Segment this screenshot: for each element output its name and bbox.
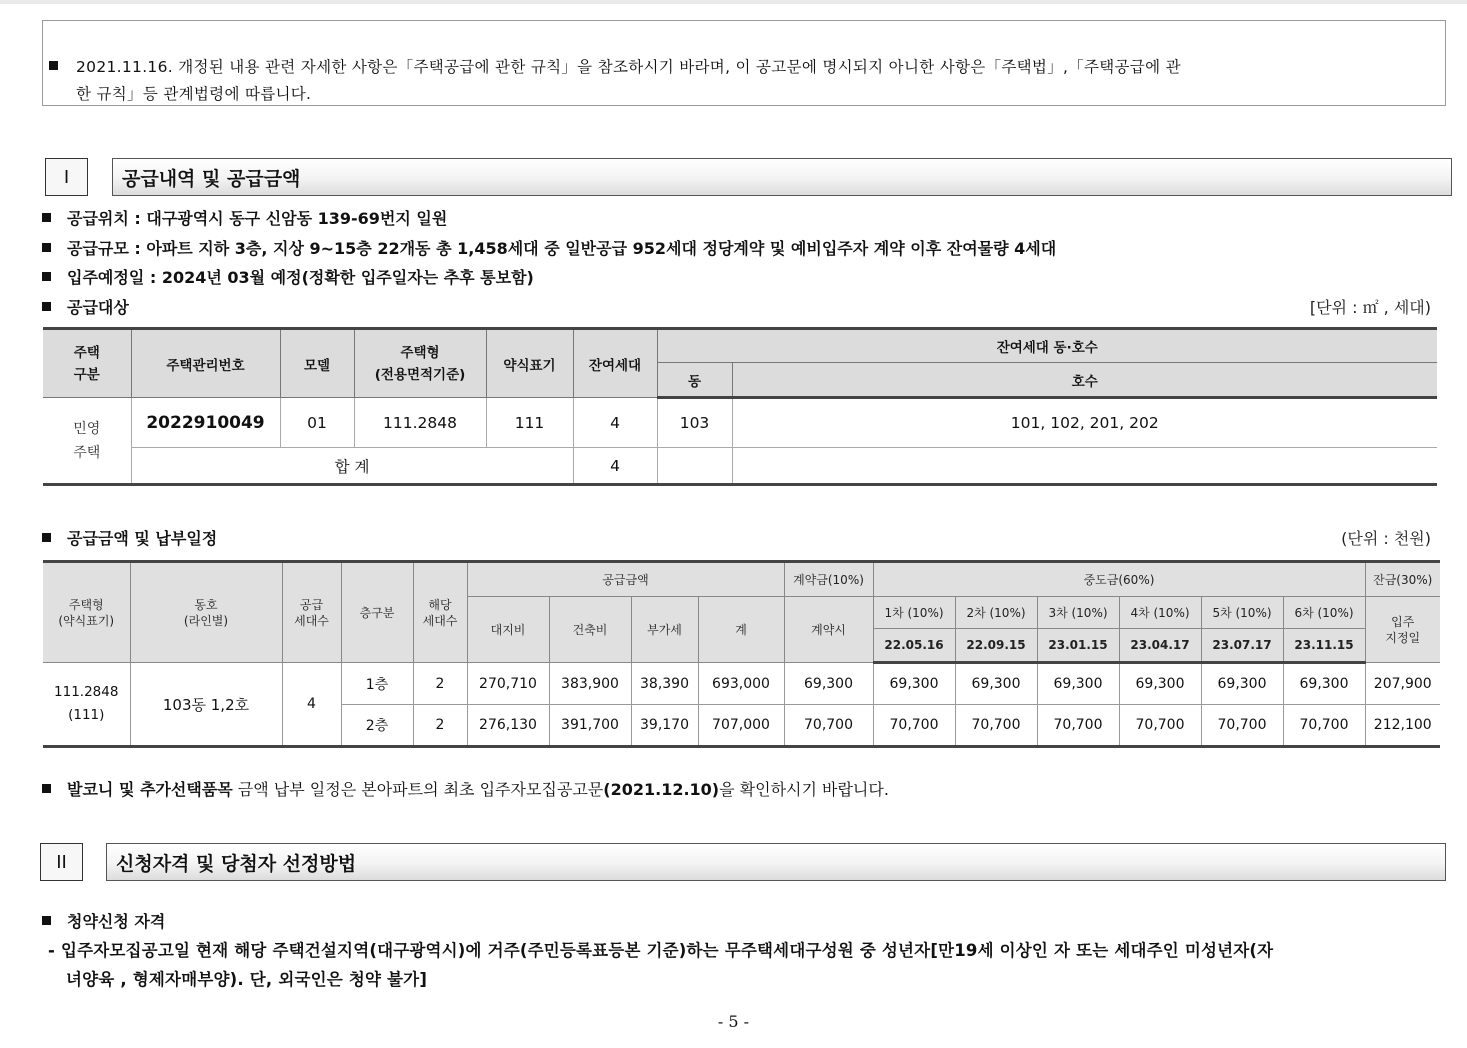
cell-dong: 103 xyxy=(657,398,732,448)
cell2-floor: 1층 xyxy=(341,663,413,705)
table-total-row xyxy=(43,448,1437,485)
cell2-interim-2: 69,300 xyxy=(955,663,1037,705)
notice-box xyxy=(42,20,1446,106)
eligibility-line-1: - 입주자모집공고일 현재 해당 주택건설지역(대구광역시)에 거주(주민등록표등본 기준)하는 무주택세대구성원 중 성년자[만19세 이상인 자 또는 세대주인 미성년자(자 xyxy=(48,941,1274,960)
cell2-land: 270,710 xyxy=(467,663,549,705)
cell2-interim-3: 70,700 xyxy=(1037,705,1119,747)
th2-supply-price: 공급금액 xyxy=(467,562,784,597)
th2-date-5: 23.07.17 xyxy=(1201,629,1283,663)
cell-model: 01 xyxy=(280,398,354,448)
th-dong: 동 xyxy=(657,363,732,398)
th2-land: 대지비 xyxy=(467,597,549,663)
bullet-supply-scale: 공급규모 : 아파트 지하 3층, 지상 9~15층 22개동 총 1,458세대 중 일반공급 952세대 정당계약 및 예비입주자 계약 이후 잔여물량 4세대 xyxy=(42,236,1056,259)
th-remaining-unit-numbers: 잔여세대 동·호수 xyxy=(657,329,1437,363)
th2-installment-3: 3차 (10%) xyxy=(1037,597,1119,629)
th2-balance-date: 입주 지정일 xyxy=(1365,597,1440,663)
notice-line-2: 한 규칙」등 관계법령에 따릅니다. xyxy=(76,85,312,103)
cell-total-label: 합 계 xyxy=(131,448,573,485)
cell2-interim-2: 70,700 xyxy=(955,705,1037,747)
th2-vat: 부가세 xyxy=(631,597,698,663)
bullet-supply-target: 공급대상 xyxy=(42,295,129,318)
section-2-number: II xyxy=(40,843,83,881)
cell2-floor: 2층 xyxy=(341,705,413,747)
cell-total-remaining: 4 xyxy=(573,448,657,485)
th-ho: 호수 xyxy=(732,363,1437,398)
cell2-contract: 70,700 xyxy=(784,705,873,747)
th-remaining-units: 잔여세대 xyxy=(573,329,657,398)
th2-installment-1: 1차 (10%) xyxy=(873,597,955,629)
bullet-supply-location: 공급위치 : 대구광역시 동구 신암동 139-69번지 일원 xyxy=(42,206,447,229)
cell-housing-type: 111.2848 xyxy=(354,398,486,448)
th2-installment-2: 2차 (10%) xyxy=(955,597,1037,629)
th2-sum: 계 xyxy=(698,597,784,663)
section-1-number: I xyxy=(45,158,88,196)
table-row xyxy=(43,663,1440,705)
section-2-title: 신청자격 및 당첨자 선정방법 xyxy=(106,843,1446,881)
cell2-interim-4: 70,700 xyxy=(1119,705,1201,747)
cell2-land: 276,130 xyxy=(467,705,549,747)
notice-line-1: 2021.11.16. 개정된 내용 관련 자세한 사항은「주택공급에 관한 규칙」을 참조하시기 바라며, 이 공고문에 명시되지 아니한 사항은「주택법」,「주택공급에 관 xyxy=(76,58,1181,76)
cell2-vat: 39,170 xyxy=(631,705,698,747)
cell2-supply-units: 4 xyxy=(282,663,341,747)
eligibility-line-2: 녀양육 , 형제자매부양). 단, 외국인은 청약 불가] xyxy=(66,970,428,989)
cell2-interim-5: 69,300 xyxy=(1201,663,1283,705)
cell2-sum: 693,000 xyxy=(698,663,784,705)
cell-total-dong xyxy=(657,448,732,485)
cell2-sum: 707,000 xyxy=(698,705,784,747)
th2-date-2: 22.09.15 xyxy=(955,629,1037,663)
supply-target-table xyxy=(43,327,1437,486)
price-schedule-table xyxy=(43,560,1440,748)
cell2-balance: 212,100 xyxy=(1365,705,1440,747)
bullet-price-schedule: 공급금액 및 납부일정 xyxy=(42,526,217,549)
th2-date-3: 23.01.15 xyxy=(1037,629,1119,663)
th2-units: 해당 세대수 xyxy=(413,562,467,663)
th2-housing-type: 주택형 (약식표기) xyxy=(43,562,130,663)
cell2-balance: 207,900 xyxy=(1365,663,1440,705)
th2-date-1: 22.05.16 xyxy=(873,629,955,663)
th2-supply-units: 공급 세대수 xyxy=(282,562,341,663)
cell2-interim-6: 69,300 xyxy=(1283,663,1365,705)
th2-dongho: 동호 (라인별) xyxy=(130,562,282,663)
th2-balance: 잔금(30%) xyxy=(1365,562,1440,597)
unit-label-area: [단위 : ㎡ , 세대) xyxy=(1309,298,1431,317)
cell-ho: 101, 102, 201, 202 xyxy=(732,398,1437,448)
th2-date-6: 23.11.15 xyxy=(1283,629,1365,663)
bullet-move-in-date: 입주예정일 : 2024년 03월 예정(정확한 입주일자는 추후 통보함) xyxy=(42,265,534,288)
th2-date-4: 23.04.17 xyxy=(1119,629,1201,663)
cell2-contract: 69,300 xyxy=(784,663,873,705)
cell2-interim-5: 70,700 xyxy=(1201,705,1283,747)
unit-label-price: (단위 : 천원) xyxy=(1341,529,1431,548)
cell2-housing-type: 111.2848 (111) xyxy=(43,663,130,747)
th2-floor: 층구분 xyxy=(341,562,413,663)
cell-total-ho xyxy=(732,448,1437,485)
th2-interim: 중도금(60%) xyxy=(873,562,1365,597)
th2-installment-6: 6차 (10%) xyxy=(1283,597,1365,629)
cell2-vat: 38,390 xyxy=(631,663,698,705)
cell2-interim-1: 70,700 xyxy=(873,705,955,747)
th-abbreviation: 약식표기 xyxy=(486,329,573,398)
th2-contract-time: 계약시 xyxy=(784,597,873,663)
th2-building: 건축비 xyxy=(549,597,631,663)
bullet-balcony-note: 발코니 및 추가선택품목 금액 납부 일정은 본아파트의 최초 입주자모집공고문(2021.12.10)을 확인하시기 바랍니다. xyxy=(42,777,889,800)
cell2-dongho: 103동 1,2호 xyxy=(130,663,282,747)
cell2-interim-6: 70,700 xyxy=(1283,705,1365,747)
cell-abbreviation: 111 xyxy=(486,398,573,448)
th2-contract: 계약금(10%) xyxy=(784,562,873,597)
th-housing-type: 주택형 (전용면적기준) xyxy=(354,329,486,398)
cell2-interim-1: 69,300 xyxy=(873,663,955,705)
table-row xyxy=(43,398,1437,448)
cell2-building: 383,900 xyxy=(549,663,631,705)
cell-housing-category: 민영 주택 xyxy=(43,398,131,485)
th-model: 모델 xyxy=(280,329,354,398)
th-management-number: 주택관리번호 xyxy=(131,329,280,398)
cell2-units: 2 xyxy=(413,663,467,705)
cell-management-number: 2022910049 xyxy=(131,398,280,448)
bullet-eligibility: 청약신청 자격 xyxy=(42,909,165,932)
th-housing-category: 주택 구분 xyxy=(43,329,131,398)
cell2-interim-4: 69,300 xyxy=(1119,663,1201,705)
cell2-units: 2 xyxy=(413,705,467,747)
top-edge xyxy=(0,0,1467,4)
th2-installment-4: 4차 (10%) xyxy=(1119,597,1201,629)
bullet-square-icon xyxy=(49,61,58,70)
page-number: - 5 - xyxy=(717,1012,750,1031)
section-1-title: 공급내역 및 공급금액 xyxy=(112,158,1452,196)
cell-remaining: 4 xyxy=(573,398,657,448)
th2-installment-5: 5차 (10%) xyxy=(1201,597,1283,629)
cell2-building: 391,700 xyxy=(549,705,631,747)
cell2-interim-3: 69,300 xyxy=(1037,663,1119,705)
